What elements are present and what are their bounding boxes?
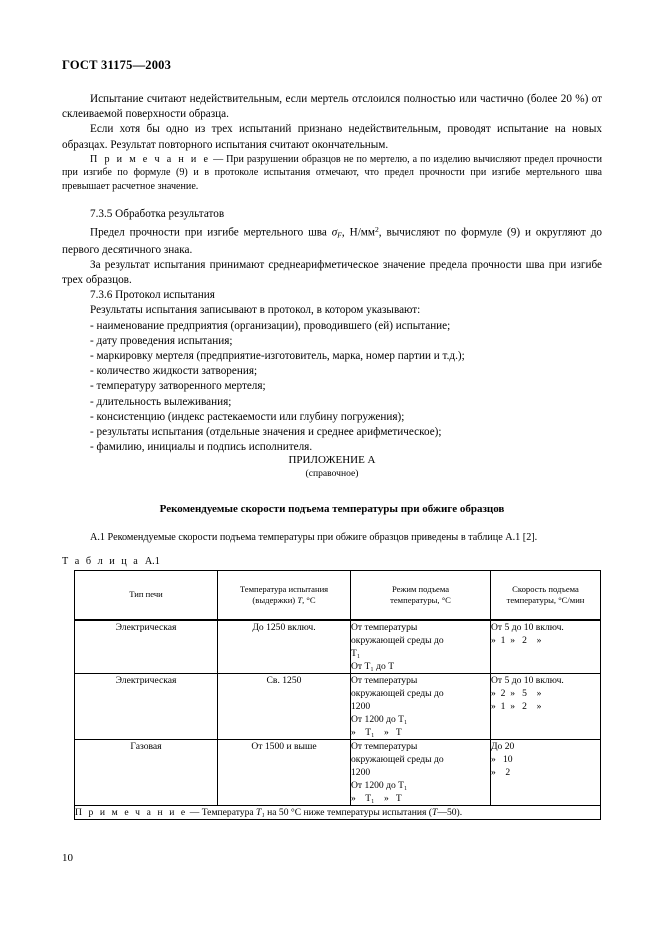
page-number: 10 <box>62 852 73 864</box>
appendix-kind: (справочное) <box>305 468 359 479</box>
mode-line: T₁ <box>351 648 361 659</box>
table-row <box>75 620 601 674</box>
rate-line: » 2 » 5 » <box>491 688 542 699</box>
table-caption <box>62 556 160 567</box>
mode-line: От температуры <box>351 622 418 633</box>
mode-line: От T₁ до T <box>351 661 395 672</box>
list-item: - фамилию, инициалы и подпись исполнителя. <box>90 441 313 454</box>
cell-heating-rate <box>491 740 601 806</box>
paragraph-736-intro: Результаты испытания записывают в протокол, в котором указывают: <box>90 304 421 317</box>
rate-line: До 20 <box>491 741 515 752</box>
column-header-heating-rate <box>491 571 601 621</box>
rate-line: От 5 до 10 включ. <box>491 622 564 633</box>
column-header-test-temperature <box>218 571 351 621</box>
para-735-text-b: , Н/мм <box>341 226 375 239</box>
rate-line: От 5 до 10 включ. <box>491 675 564 686</box>
sigma-symbol: σ <box>331 226 338 239</box>
unit-superscript: 2 <box>374 224 379 234</box>
table-caption-label: Т а б л и ц а <box>62 556 140 567</box>
cell-heating-rate <box>491 674 601 740</box>
footer-note-text-post: —50). <box>437 807 463 818</box>
list-item: - маркировку мертеля (предприятие-изготовитель, марка, номер партии и т.д.); <box>90 349 465 362</box>
mode-line: От температуры <box>351 675 418 686</box>
note-text: При разрушении образцов не по мертелю, а по изделию вычисляют предел прочности при изгибе по формуле (9) и в протоколе испытания отмечают, что предел прочности при изгибе мертельного шва превышает расчетное значение. <box>62 153 603 192</box>
cell-heating-mode <box>351 620 491 674</box>
cell-heating-rate <box>491 620 601 674</box>
appendix-title: Рекомендуемые скорости подъема температуры при обжиге образцов <box>159 503 505 515</box>
table-footer-note-row <box>75 806 601 820</box>
note-label: П р и м е ч а н и е <box>90 153 211 165</box>
header-line-2-symbol: T <box>297 595 303 605</box>
table-footer-note <box>75 806 601 820</box>
table-header-row <box>75 571 601 621</box>
list-item: - консистенцию (индекс растекаемости или глубину погружения); <box>90 410 405 423</box>
paragraph-735-average: За результат испытания принимают среднеарифметическое значение предела прочности шва при изгибе трех образцов. <box>62 258 602 286</box>
table-row <box>75 740 601 806</box>
list-item: - количество жидкости затворения; <box>90 365 258 378</box>
appendix-intro-paragraph: А.1 Рекомендуемые скорости подъема температуры при обжиге образцов приведены в таблице А.1 [2]. <box>90 532 538 543</box>
document-body <box>62 92 602 455</box>
list-item: - дату проведения испытания; <box>90 334 233 347</box>
footer-note-symbol-t1: T₁ <box>256 807 265 818</box>
rate-line: » 1 » 2 » <box>491 635 542 646</box>
cell-furnace-type: Газовая <box>75 740 218 806</box>
footer-note-symbol-t: T <box>432 807 438 818</box>
cell-test-temperature: От 1500 и выше <box>218 740 351 806</box>
header-line-1: Режим подъема <box>391 583 450 594</box>
mode-line: От 1200 до T₁ <box>351 714 408 725</box>
para-735-text-a: Предел прочности при изгибе мертельного шва <box>90 226 332 239</box>
document-standard-header: ГОСТ 31175—2003 <box>62 58 172 72</box>
temperature-rate-table <box>74 570 601 820</box>
mode-line: окружающей среды до <box>351 635 444 646</box>
note-paragraph <box>62 153 602 194</box>
header-line-2-pre: (выдержки) <box>252 595 298 605</box>
mode-line: 1200 <box>351 701 371 712</box>
mode-line: От 1200 до T₁ <box>351 780 408 791</box>
sigma-subscript: F <box>337 230 342 240</box>
table-caption-number: А.1 <box>144 556 160 567</box>
cell-furnace-type: Электрическая <box>75 674 218 740</box>
list-item: - результаты испытания (отдельные значения и среднее арифметическое); <box>90 425 442 438</box>
mode-line: От температуры <box>351 741 418 752</box>
footer-note-label: П р и м е ч а н и е <box>75 807 188 818</box>
appendix-header <box>62 453 602 481</box>
cell-heating-mode <box>351 674 491 740</box>
cell-test-temperature: Св. 1250 <box>218 674 351 740</box>
footer-note-dash: — <box>187 807 202 818</box>
para-735-text-c: , вычисляют по формуле (9) и округляют до первого десятичного знака. <box>62 226 602 256</box>
mode-line: окружающей среды до <box>351 754 444 765</box>
table-body <box>75 620 601 820</box>
table-row <box>75 674 601 740</box>
mode-line: » T₁ » T <box>351 727 402 738</box>
header-line-2: температуры, °С/мин <box>506 595 585 605</box>
mode-line: окружающей среды до <box>351 688 444 699</box>
list-item: - наименование предприятия (организации), проводившего (ей) испытание; <box>90 319 451 332</box>
cell-test-temperature: До 1250 включ. <box>218 620 351 674</box>
rate-line: » 1 » 2 » <box>491 701 542 712</box>
paragraph-735-formula <box>62 222 602 258</box>
cell-furnace-type: Электрическая <box>75 620 218 674</box>
header-line-2: температуры, °С <box>390 595 451 605</box>
protocol-items-list <box>62 319 602 456</box>
footer-note-text-mid: на 50 °С ниже температуры испытания ( <box>264 807 432 818</box>
cell-heating-mode <box>351 740 491 806</box>
header-line-1: Температура испытания <box>239 583 329 594</box>
header-line-2-post: , °С <box>302 595 316 605</box>
mode-line: 1200 <box>351 767 371 778</box>
paragraph-invalid-test: Испытание считают недействительным, если мертель отслоился полностью или частично (более 20 %) от склеиваемой поверхности образца. <box>62 93 602 121</box>
section-heading-736: 7.3.6 Протокол испытания <box>90 289 215 302</box>
temperature-rate-table-wrapper <box>74 570 600 820</box>
column-header-furnace-type: Тип печи <box>75 571 218 621</box>
mode-line: » T₁ » T <box>351 793 402 804</box>
table-head <box>75 571 601 621</box>
section-heading-735: 7.3.5 Обработка результатов <box>90 207 225 220</box>
list-item: - температуру затворенного мертеля; <box>90 380 266 393</box>
appendix-label: ПРИЛОЖЕНИЕ А <box>288 454 376 466</box>
column-header-heating-mode <box>351 571 491 621</box>
header-line-1: Скорость подъема <box>512 583 579 594</box>
footer-note-text-pre: Температура <box>201 807 257 818</box>
paragraph-retest: Если хотя бы одно из трех испытаний признано недействительным, проводят испытание на новых образцах. Результат повторного испытания считают окончательным. <box>62 123 602 151</box>
rate-line: » 2 <box>491 767 511 778</box>
list-item: - длительность вылеживания; <box>90 395 232 408</box>
rate-line: » 10 <box>491 754 513 765</box>
note-dash: — <box>210 153 227 165</box>
